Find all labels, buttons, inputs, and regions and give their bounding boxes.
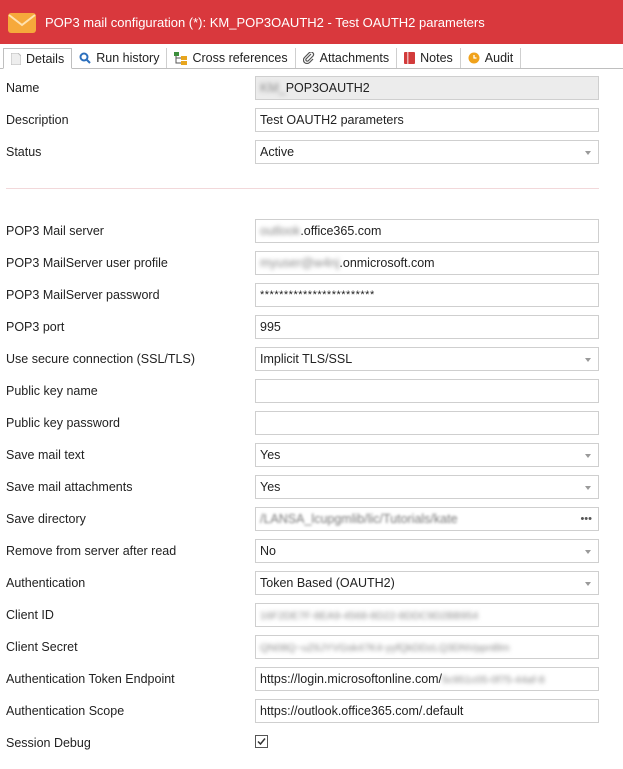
notebook-icon xyxy=(404,52,415,64)
chevron-down-icon xyxy=(585,486,591,490)
save-directory-label: Save directory xyxy=(6,512,86,526)
tab-label: Attachments xyxy=(319,51,390,65)
secure-connection-label: Use secure connection (SSL/TLS) xyxy=(6,352,195,366)
title-bar xyxy=(0,0,623,44)
authentication-value: Token Based (OAUTH2) xyxy=(260,576,395,590)
save-mail-text-value: Yes xyxy=(260,448,281,462)
mail-server-label: POP3 Mail server xyxy=(6,224,104,238)
session-debug-label: Session Debug xyxy=(6,736,91,750)
row-secure-connection xyxy=(0,347,623,371)
section-divider xyxy=(6,188,599,189)
tab-details[interactable] xyxy=(3,48,72,69)
port-label: POP3 port xyxy=(6,320,65,334)
client-id-input[interactable] xyxy=(255,603,599,627)
tab-audit[interactable] xyxy=(461,48,522,68)
name-hidden-prefix: KM_ xyxy=(260,81,286,95)
public-key-name-input[interactable] xyxy=(255,379,599,403)
row-port xyxy=(0,315,623,339)
secure-connection-select[interactable] xyxy=(255,347,599,371)
row-description xyxy=(0,108,623,132)
save-attachments-select[interactable] xyxy=(255,475,599,499)
token-endpoint-label: Authentication Token Endpoint xyxy=(6,672,175,686)
remove-after-read-value: No xyxy=(260,544,276,558)
row-mail-server xyxy=(0,219,623,243)
client-secret-input[interactable] xyxy=(255,635,599,659)
row-public-key-name xyxy=(0,379,623,403)
name-field xyxy=(255,76,599,100)
row-client-id xyxy=(0,603,623,627)
remove-after-read-select[interactable] xyxy=(255,539,599,563)
tree-icon xyxy=(174,52,187,65)
chevron-down-icon xyxy=(585,151,591,155)
token-endpoint-value: https://login.microsoftonline.com/ xyxy=(260,672,443,686)
session-debug-checkbox[interactable] xyxy=(255,735,268,748)
public-key-password-input[interactable] xyxy=(255,411,599,435)
search-icon xyxy=(79,52,91,64)
status-select[interactable] xyxy=(255,140,599,164)
scope-input[interactable]: https://outlook.office365.com/.default xyxy=(255,699,599,723)
password-label: POP3 MailServer password xyxy=(6,288,160,302)
window-title: POP3 mail configuration (*): KM_POP3OAUTH2 - Test OAUTH2 parameters xyxy=(45,14,485,30)
description-input[interactable]: Test OAUTH2 parameters xyxy=(255,108,599,132)
status-label: Status xyxy=(6,145,42,159)
row-public-key-password xyxy=(0,411,623,435)
more-icon[interactable]: ••• xyxy=(580,513,592,525)
row-authentication xyxy=(0,571,623,595)
row-name xyxy=(0,76,623,100)
chevron-down-icon xyxy=(585,582,591,586)
tab-bar xyxy=(0,48,623,69)
mail-server-value: .office365.com xyxy=(300,224,382,238)
save-attachments-value: Yes xyxy=(260,480,281,494)
tab-label: Cross references xyxy=(192,51,288,65)
token-endpoint-input[interactable] xyxy=(255,667,599,691)
chevron-down-icon xyxy=(585,358,591,362)
token-endpoint-hidden: 5c951c05-0f75-44af-8 xyxy=(442,674,545,686)
port-input[interactable]: 995 xyxy=(255,315,599,339)
paperclip-icon xyxy=(303,52,315,64)
row-session-debug xyxy=(0,731,623,755)
public-key-password-label: Public key password xyxy=(6,416,120,430)
row-token-endpoint xyxy=(0,667,623,691)
scope-label: Authentication Scope xyxy=(6,704,125,718)
client-id-value: 16F2DE7F-8EA9-4568-8D22-8DDC9D2BB954 xyxy=(260,610,479,622)
row-save-mail-text xyxy=(0,443,623,467)
tab-notes[interactable] xyxy=(397,48,461,68)
tab-label: Audit xyxy=(484,51,514,65)
public-key-name-label: Public key name xyxy=(6,384,98,398)
row-remove-after-read xyxy=(0,539,623,563)
name-value: POP3OAUTH2 xyxy=(285,81,370,95)
authentication-label: Authentication xyxy=(6,576,86,590)
save-attachments-label: Save mail attachments xyxy=(6,480,133,494)
mail-server-hidden-prefix: outlook xyxy=(260,224,301,238)
row-save-attachments xyxy=(0,475,623,499)
authentication-select[interactable] xyxy=(255,571,599,595)
client-secret-label: Client Secret xyxy=(6,640,78,654)
row-client-secret xyxy=(0,635,623,659)
remove-after-read-label: Remove from server after read xyxy=(6,544,177,558)
document-icon xyxy=(11,53,21,65)
tab-label: Run history xyxy=(96,51,160,65)
secure-connection-value: Implicit TLS/SSL xyxy=(260,352,353,366)
row-save-directory xyxy=(0,507,623,531)
name-label: Name xyxy=(6,81,40,95)
envelope-icon xyxy=(8,11,36,33)
mail-server-input[interactable] xyxy=(255,219,599,243)
chevron-down-icon xyxy=(585,550,591,554)
user-profile-label: POP3 MailServer user profile xyxy=(6,256,168,270)
tab-cross-references[interactable] xyxy=(167,48,295,68)
chevron-down-icon xyxy=(585,454,591,458)
tab-label: Notes xyxy=(420,51,453,65)
user-profile-hidden-prefix: myuser@w4nj xyxy=(260,256,340,270)
row-user-profile xyxy=(0,251,623,275)
clock-icon xyxy=(468,52,480,64)
password-input[interactable]: ************************ xyxy=(255,283,599,307)
save-mail-text-label: Save mail text xyxy=(6,448,85,462)
row-password xyxy=(0,283,623,307)
description-label: Description xyxy=(6,113,69,127)
tab-attachments[interactable] xyxy=(296,48,397,68)
save-directory-input[interactable] xyxy=(255,507,599,531)
checkmark-icon xyxy=(256,736,267,747)
row-status xyxy=(0,140,623,164)
tab-run-history[interactable] xyxy=(72,48,167,68)
status-value: Active xyxy=(260,145,295,159)
save-mail-text-select[interactable] xyxy=(255,443,599,467)
client-id-label: Client ID xyxy=(6,608,54,622)
client-secret-value: QN08Q~uZ6JYVGsk47K4-yyfQkDDzLQ3DNVppn8lm xyxy=(260,642,510,654)
save-directory-value: /LANSA_lcupgmlib/lic/Tutorials/kate xyxy=(260,512,458,526)
user-profile-input[interactable] xyxy=(255,251,599,275)
user-profile-value: .onmicrosoft.com xyxy=(339,256,435,270)
tab-label: Details xyxy=(26,51,65,66)
row-scope xyxy=(0,699,623,723)
